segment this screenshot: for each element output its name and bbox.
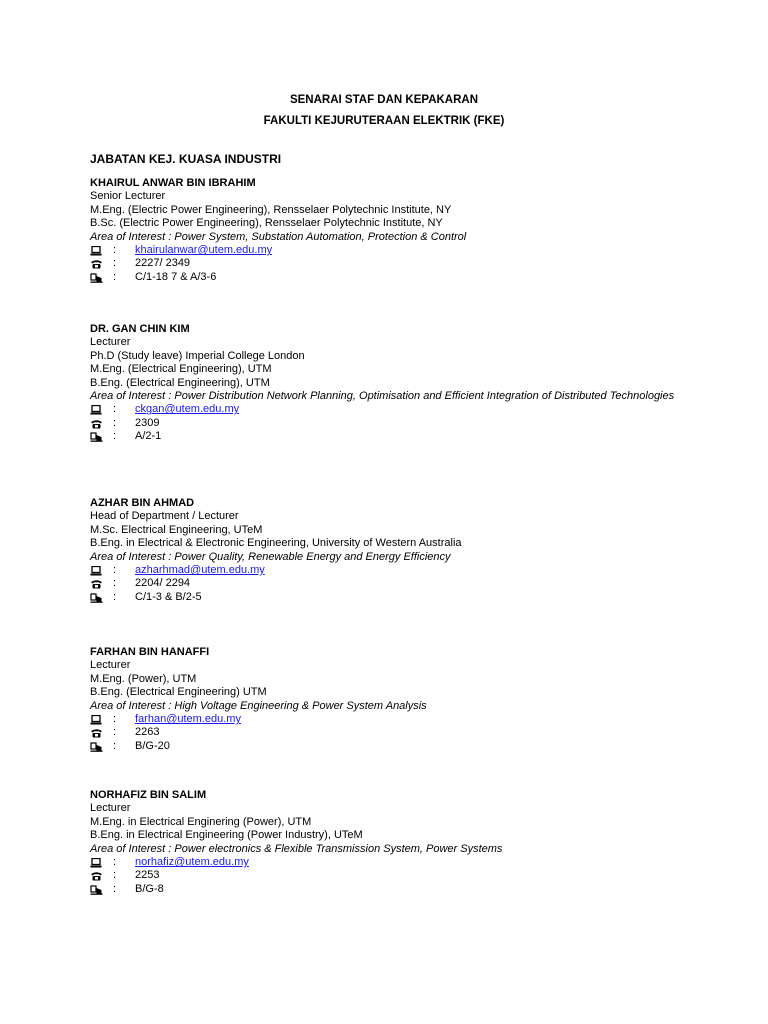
room-number: C/1-18 7 & A/3-6 <box>135 270 217 283</box>
email-row <box>90 713 680 726</box>
staff-position: Lecturer <box>90 659 131 672</box>
staff-position: Lecturer <box>90 802 131 815</box>
separator: : <box>113 270 117 283</box>
staff-interest: Area of Interest : High Voltage Engineering & Power System Analysis <box>90 699 427 712</box>
room-number: B/G-8 <box>135 882 164 895</box>
room-number: B/G-20 <box>135 739 170 752</box>
room-row <box>90 740 680 753</box>
phone-row <box>90 577 680 590</box>
staff-name: NORHAFIZ BIN SALIM <box>90 789 207 801</box>
computer-icon <box>90 405 103 415</box>
office-icon <box>90 273 103 283</box>
email-link[interactable]: khairulanwar@utem.edu.my <box>135 244 273 257</box>
staff-position: Lecturer <box>90 336 131 349</box>
separator: : <box>113 869 117 882</box>
email-row <box>90 564 680 577</box>
staff-interest: Area of Interest : Power System, Substation Automation, Protection & Control <box>90 230 467 243</box>
email-link[interactable]: norhafiz@utem.edu.my <box>135 856 249 869</box>
staff-entry <box>90 646 680 753</box>
email-link[interactable]: azharhmad@utem.edu.my <box>135 564 265 577</box>
room-row <box>90 883 680 896</box>
room-number: C/1-3 & B/2-5 <box>135 590 202 603</box>
room-row <box>90 271 680 284</box>
document-title: SENARAI STAF DAN KEPAKARAN <box>289 94 479 106</box>
staff-qualification: B.Eng. (Electrical Engineering) UTM <box>90 686 267 699</box>
phone-number: 2204/ 2294 <box>135 577 191 590</box>
separator: : <box>113 882 117 895</box>
email-row <box>90 403 680 416</box>
separator: : <box>113 726 117 739</box>
staff-entry <box>90 323 680 444</box>
staff-qualification: B.Eng. in Electrical Engineering (Power Industry), UTeM <box>90 829 363 842</box>
staff-position: Head of Department / Lecturer <box>90 510 239 523</box>
staff-name: FARHAN BIN HANAFFI <box>90 646 210 658</box>
email-row <box>90 244 680 257</box>
office-icon <box>90 742 103 752</box>
staff-interest: Area of Interest : Power Quality, Renewable Energy and Energy Efficiency <box>90 550 451 563</box>
phone-row <box>90 417 680 430</box>
office-icon <box>90 885 103 895</box>
staff-qualification: B.Eng. in Electrical & Electronic Engineering, University of Western Australia <box>90 537 462 550</box>
staff-entry <box>90 177 680 284</box>
separator: : <box>113 416 117 429</box>
phone-number: 2227/ 2349 <box>135 257 191 270</box>
telephone-icon <box>90 579 103 589</box>
staff-qualification: M.Eng. (Power), UTM <box>90 672 197 685</box>
staff-qualification: M.Sc. Electrical Engineering, UTeM <box>90 523 263 536</box>
telephone-icon <box>90 419 103 429</box>
phone-row <box>90 869 680 882</box>
telephone-icon <box>90 871 103 881</box>
separator: : <box>113 856 117 869</box>
department-heading: JABATAN KEJ. KUASA INDUSTRI <box>90 152 282 166</box>
phone-number: 2263 <box>135 726 160 739</box>
separator: : <box>113 577 117 590</box>
telephone-icon <box>90 259 103 269</box>
phone-row <box>90 726 680 739</box>
phone-number: 2309 <box>135 416 160 429</box>
room-number: A/2-1 <box>135 430 162 443</box>
email-link[interactable]: farhan@utem.edu.my <box>135 713 241 726</box>
staff-qualification: M.Eng. (Electrical Engineering), UTM <box>90 363 272 376</box>
staff-name: DR. GAN CHIN KIM <box>90 323 190 335</box>
computer-icon <box>90 715 103 725</box>
staff-entry <box>90 497 680 604</box>
room-row <box>90 430 680 443</box>
staff-qualification: B.Sc. (Electric Power Engineering), Rensselaer Polytechnic Institute, NY <box>90 217 443 230</box>
staff-interest: Area of Interest : Power electronics & Flexible Transmission System, Power Systems <box>90 842 503 855</box>
computer-icon <box>90 566 103 576</box>
staff-qualification: Ph.D (Study leave) Imperial College London <box>90 349 305 362</box>
separator: : <box>113 403 117 416</box>
office-icon <box>90 432 103 442</box>
staff-qualification: B.Eng. (Electrical Engineering), UTM <box>90 376 270 389</box>
phone-row <box>90 257 680 270</box>
computer-icon <box>90 858 103 868</box>
phone-number: 2253 <box>135 869 160 882</box>
telephone-icon <box>90 728 103 738</box>
separator: : <box>113 590 117 603</box>
email-row <box>90 856 680 869</box>
separator: : <box>113 244 117 257</box>
separator: : <box>113 430 117 443</box>
staff-name: KHAIRUL ANWAR BIN IBRAHIM <box>90 177 256 189</box>
separator: : <box>113 713 117 726</box>
faculty-title: FAKULTI KEJURUTERAAN ELEKTRIK (FKE) <box>263 115 505 127</box>
staff-entry <box>90 789 680 896</box>
computer-icon <box>90 246 103 256</box>
staff-qualification: M.Eng. (Electric Power Engineering), Rensselaer Polytechnic Institute, NY <box>90 203 452 216</box>
staff-position: Senior Lecturer <box>90 190 166 203</box>
staff-name: AZHAR BIN AHMAD <box>90 497 195 509</box>
separator: : <box>113 257 117 270</box>
office-icon <box>90 593 103 603</box>
separator: : <box>113 564 117 577</box>
staff-interest: Area of Interest : Power Distribution Network Planning, Optimisation and Efficient Integration of Distributed Technologies <box>90 390 675 403</box>
email-link[interactable]: ckgan@utem.edu.my <box>135 403 240 416</box>
room-row <box>90 591 680 604</box>
staff-qualification: M.Eng. in Electrical Enginering (Power), UTM <box>90 815 312 828</box>
separator: : <box>113 739 117 752</box>
